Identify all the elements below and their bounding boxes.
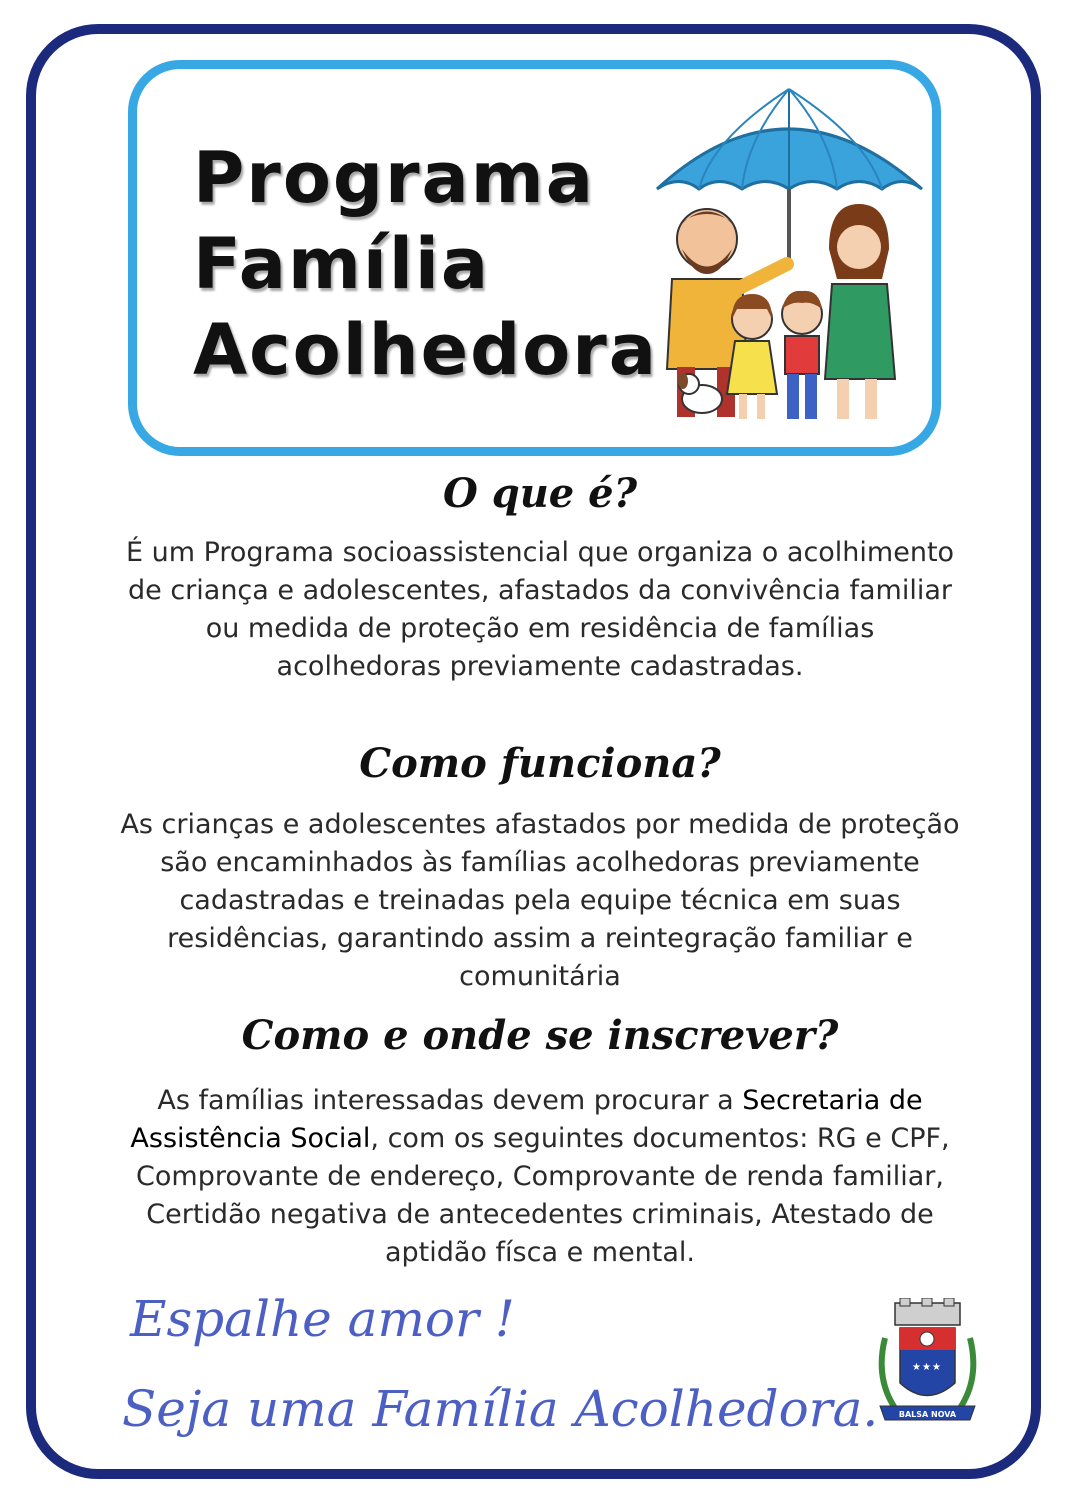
- title-line-1: Programa: [193, 137, 595, 219]
- slogan-line-1: Espalhe amor !: [130, 1290, 515, 1348]
- svg-text:★: ★: [932, 1362, 941, 1373]
- register-text-start: As famílias interessadas devem procurar a: [157, 1085, 743, 1116]
- secretaria-highlight: Secretaria de Assistência Social: [130, 1085, 923, 1154]
- section-body-register: [120, 1082, 960, 1272]
- title-line-3: Acolhedora: [193, 309, 659, 391]
- svg-text:★: ★: [922, 1362, 931, 1373]
- section-heading-how: Como funciona?: [359, 740, 721, 787]
- svg-text:★: ★: [912, 1362, 921, 1373]
- program-title: [193, 135, 658, 393]
- register-text-end: , com os seguintes documentos: RG e CPF, Comprovante de endereço, Comprovante de renda familiar, Certidão negativa de antecedentes criminais, Atestado de aptidão físca e mental.: [136, 1123, 950, 1268]
- crest-label: BALSA NOVA: [898, 1410, 957, 1419]
- header-box: [128, 60, 941, 456]
- municipal-crest-icon: [870, 1298, 985, 1428]
- section-heading-register: Como e onde se inscrever?: [241, 1012, 839, 1059]
- umbrella-family-illustration: [637, 79, 937, 429]
- section-heading-what: O que é?: [442, 470, 638, 517]
- slogan-line-2: Seja uma Família Acolhedora.: [122, 1380, 879, 1438]
- section-body-how: As crianças e adolescentes afastados por medida de proteção são encaminhados às famílias acolhedoras previamente cadastradas e treinadas pela equipe técnica em suas residências, garantindo assim a reintegração familiar e comunitária: [120, 809, 960, 992]
- section-body-what: É um Programa socioassistencial que organiza o acolhimento de criança e adolescentes, afastados da convivência familiar ou medida de proteção em residência de famílias acolhedoras previamente cadastradas.: [125, 537, 955, 682]
- title-line-2: Família: [193, 223, 491, 305]
